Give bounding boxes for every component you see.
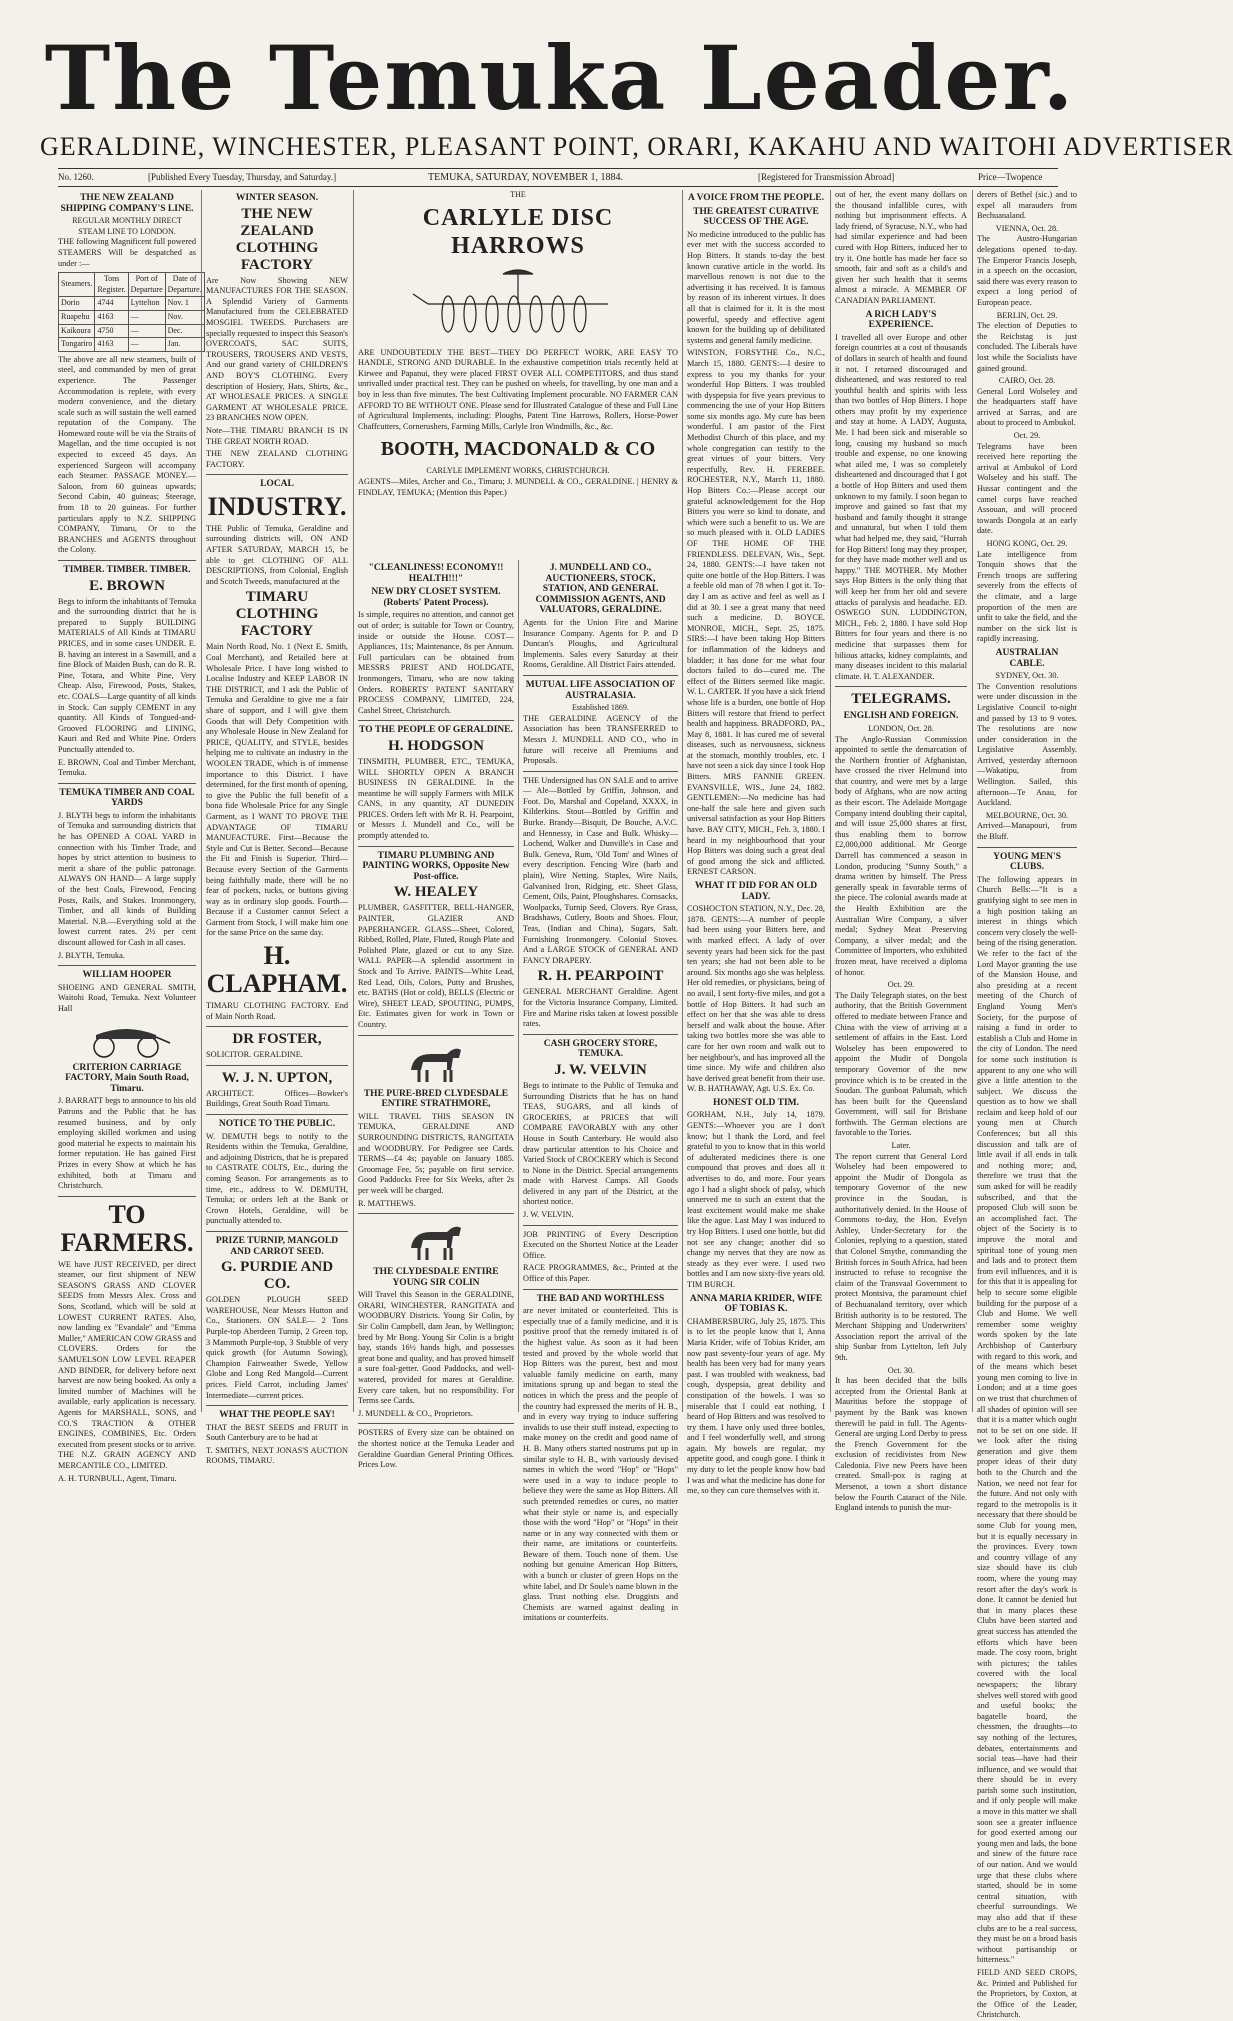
- divider: [206, 1026, 348, 1027]
- upton-body: ARCHITECT. Offices—Bowker's Buildings, Great South Road Timaru.: [206, 1088, 348, 1109]
- clapham-heading: H. CLAPHAM.: [206, 941, 348, 999]
- booth-heading: BOOTH, MACDONALD & CO: [380, 438, 656, 461]
- people-say-body: THAT the BEST SEEDS and FRUIT in South Canterbury are to be had at: [206, 1422, 348, 1443]
- col-header-port: Port of Departure: [128, 273, 165, 297]
- hodgson-heading: H. HODGSON: [388, 737, 484, 754]
- rich-lady-body: I travelled all over Europe and other foreign countries at a cost of thousands of dollars in search of health and found it not. I returned discouraged and disheartened, and was restored to real youthful health and spirits with less than two bottles of Hop Bitters. I hope others may profit by my experience and stay at home. A LADY, Augusta, Me. I had been sick and miserable so long, causing my husband so much trouble and expense, no one knowing what ailed me, I was so completely disheartened and discouraged that I got a bottle of Hop Bitters and used them unknown to my family. I soon began to improve and gained so fast that my husband and family thought it strange and unnatural, but when I told them what had helped me, they said, "Hurrah for Hop Bitters! long may they prosper, for they have made mother well and us happy." THE MOTHER. My Mother says Hop Bitters is the only thing that will keep her from her old and severe attacks of paralysis and headache. ED. OSWEGO SUN. LUDDINGTON, MICH., Feb. 2, 1880. I have sold Hop Bitters for four years and there is no medicine that surpasses them for bilious attacks, kidney complaints, and many diseases incident to this malarial climate. H. T. ALEXANDER.: [835, 332, 967, 681]
- brown-ad-body: Begs to inform the inhabitants of Temuka and the surrounding district that he is prepared to Supply BUILDING MATERIALS of All Kinds at TIMARU PRICES, and in some cases UNDER. E. B. having an interest in a Sawmill, and a fine Block of Maiden Bush, can do R. R. Pine, Totara, and White Pine, Very Cheap. Also, Firewood, Posts, Stakes, etc. COALS—Large quantity of all kinds in Stock. Can supply CEMENT in any quantity. All Kinds of Tongued-and-Grooved FLOORING and LINING, Kauri and Red and White Pine. Orders Punctually attended to.: [58, 596, 196, 754]
- coal-yards-heading: TEMUKA TIMBER AND COAL YARDS: [59, 787, 195, 809]
- column-1: [58, 190, 202, 1483]
- velvin-body: Begs to intimate to the Public of Temuka and Surrounding Districts that he has on hand TEAS, SUGARS, and all kinds of GROCERIES, at PRICES that will COMPARE FAVORABLY with any other House in South Canterbury. He would also draw particular attention to his Choice and Varied Stock of CROCKERY which is Second to None in the District. Special arrangements made with Harvest Camps. All Goods delivered in any part of the District, at the shortest notice.: [523, 1080, 678, 1207]
- table-row: [59, 310, 205, 324]
- closet-body: Is simple, requires no attention, and cannot get out of order; is suitable for Town or Country, inside or outside the House. COST—Appliances, 11s; Maintenance, 8s per Annum. Full particulars can be obtained from MESSRS PRIEST AND HOLDGATE, Ironmongers, Timaru, who are now taking Orders. ROBERTS' PATENT SANITARY PROCESS COMPANY, LIMITED, 224, Cashel Street, Christchurch.: [358, 610, 514, 715]
- honest-tim-body: GORHAM, N.H., July 14, 1879. GENTS:—Whoever you are I don't know; but I thank the Lord, and feel grateful to you to know that in this world of adulterated medicines there is one compound that proves and does all it advertises to do, and more. Four years ago I had a slight shock of palsy, which unnerved me to such an extent that the least excitement would make me shake like the ague. Last May I was induced to try Hop Bitters. I used one bottle, but did not see any change; another did so change my nerves that they are now as steady as they ever were. I used two bottles and I am now sixty-five years old. TIM BURCH.: [687, 1110, 825, 1289]
- colin-body: Will Travel this Season in the GERALDINE, ORARI, WINCHESTER, RANGITATA and WOODBURY Districts. Young Sir Colin, by Sir Colin Campbell, dam Jean, by Wellington; bred by Mr Bong. Young Sir Colin is a bright bay, stands 16½ hands high, and possesses great bone and quality, and has proved himself a sure foal-getter. Good Paddocks, and well-watered, provided for mares at Geraldine. Every care taken, but no responsibility. For Terms see Cards.: [358, 1290, 514, 1406]
- divider: [58, 560, 196, 561]
- dateline-london: LONDON, Oct. 28.: [868, 723, 934, 733]
- table-cell: 4163: [95, 310, 128, 324]
- demuth-body: W. DEMUTH begs to notify to the Residents within the Temuka, Geraldine, and adjoining Districts, that he is prepared to CASTRATE COLTS, Etc., during the coming Season. For arrangements as to time, etc., address to W. DEMUTH, Temuka; or orders left at the Bank or Crown Hotels, Geraldine, will be punctually attended to.: [206, 1131, 348, 1226]
- column-6: [835, 190, 967, 1513]
- nz-clothing-signature: THE NEW ZEALAND CLOTHING FACTORY.: [206, 449, 348, 469]
- cairo-body: General Lord Wolseley and the headquarters staff have arrived at Sarras, and are about to proceed to Ambukol.: [977, 386, 1077, 428]
- divider: [206, 474, 348, 475]
- registration-note: [Registered for Transmission Abroad]: [758, 172, 895, 182]
- column-divider: [518, 560, 519, 1412]
- cairo-oct29-body: Telegrams have been received here reporting the arrival at Ambukol of Lord Wolseley and his staff. The Hussar contingent and the camel corps have reached Assouan, and will proceed towards Dongola at an early date.: [977, 441, 1077, 536]
- issue-number: No. 1260.: [58, 172, 94, 182]
- nz-shipping-intro: THE following Magnificent full powered STEAMERS Will be despatched as under :—: [58, 237, 196, 268]
- divider: [523, 1225, 678, 1226]
- foster-heading: DR FOSTER,: [232, 1031, 322, 1048]
- voice-body: No medicine introduced to the public has ever met with the success accorded to Hop Bitters. It stands to-day the best known curative article in the world. Its marvellous renown is not due to the advertising it has received. It is famous by reason of its inherent virtues. It does all that is claimed for it. It is the most powerful, speedy and effective agent known for the building up of debilitated systems and general family medicine.: [687, 229, 825, 345]
- table-cell: 4744: [95, 297, 128, 311]
- column-divider: [972, 190, 973, 1412]
- foster-body: SOLICITOR. GERALDINE.: [206, 1050, 303, 1060]
- people-say-heading: WHAT THE PEOPLE SAY!: [219, 1410, 335, 1421]
- dateline-sydney: SYDNEY, Oct. 30.: [995, 671, 1059, 681]
- table-cell: 4163: [95, 338, 128, 352]
- table-cell: Nov. 1: [165, 297, 204, 311]
- job-printing-notice: JOB PRINTING of Every Description Executed on the Shortest Notice at the Leader Office.: [523, 1229, 678, 1260]
- telegrams-body-2: The Daily Telegraph states, on the best authority, that the British Government offered to mediate between France and China with the view of arriving at a settlement of affairs in the East. Lord Wolseley has been empowered to appoint the Mudir of Dongola temporary Governor of the new province which is to be created in the Soudan. The gunboat Palumah, which has been built for the Queensland Government, will sail for Brisbane forthwith. The German elections are favorable to the Tories.: [835, 990, 967, 1138]
- mundell-heading: J. MUNDELL AND CO., AUCTIONEERS, STOCK, STATION, AND GENERAL COMMISSION AGENTS, AND VALUATORS, GERALDINE.: [535, 563, 666, 616]
- divider: [58, 1196, 196, 1197]
- nz-clothing-heading: THE NEW ZEALAND CLOTHING FACTORY: [235, 205, 319, 273]
- divider: [206, 1065, 348, 1066]
- divider: [206, 1231, 348, 1232]
- table-cell: Dec.: [165, 324, 204, 338]
- honest-tim-heading: HONEST OLD TIM.: [713, 1097, 799, 1108]
- timaru-factory-body: Main North Road, No. 1 (Next E. Smith, Coal Merchant), and Retailed here at Wholesale Price. I have long wished to Localise Industry and KEEP LABOR IN THE DISTRICT, and I ask the Public of Temuka and Geraldine to give me a fair share of support, and I will give them Goods that will Defy Competition with any Wholesale House in New Zealand for PRICE, QUALITY, and STYLE, besides helping me to cultivate an industry in the WOOLEN TRADE, which is of immense importance to this District. I have determined, for the first month of opening, to give the Public the full benefit of a bona fide Wholesale Price for any Single Garment, as I WANT TO PROVE THE ADVANTAGE OF TIMARU MANUFACTURE. First—Because the Style and Cut is Better. Second—Because the Fit and Finish is Superior. Third—Because every Section of the Garments being faithfully made, there will be no fear of pockets, tucks, or buttons giving way as in ordinary slop goods. Fourth—Because if a Customer cannot Select a Garment from Stock, I will make him one for the same Price on the same day.: [206, 642, 348, 938]
- divider: [358, 846, 514, 847]
- column-2: [206, 190, 348, 1466]
- table-cell: —: [128, 310, 165, 324]
- dateline-melbourne: MELBOURNE, Oct. 30.: [985, 810, 1069, 820]
- matthews-signature: R. MATTHEWS.: [358, 1198, 416, 1208]
- farmers-ad-body: WE have JUST RECEIVED, per direct steamer, our first shipment of NEW SEASON'S GRASS AND CLOVER SEEDS from Messrs Alex. Cross and Sons, Scotland, which will be sold at LOWEST CURRENT RATES. Also, now landing ex "Evandale" and "Emma Muller," AMERICAN COW GRASS and CLOVERS. Orders for the SAMUELSON LOW LEVEL REAPER AND BINDER, for delivery before next harvest are now being booked. As only a limited number of Machines will be available, early application is necessary. Agents for MARSHALL, SONS, and CO.'S TRACTION & OTHER ENGINES, COMBINES, Etc. Orders executed from present stocks or to arrive. THE N.Z. GRAIN AGENCY AND MERCANTILE CO., LIMITED.: [58, 1259, 196, 1470]
- testimonials-body: WINSTON, FORSYTHE Co., N.C., March 15, 1880. GENTS:—I desire to express to you my thanks for your wonderful Hop Bitters. I was troubled with dyspepsia for five years previous to commencing the use of your Hop Bitters some six months ago. My cure has been wonderful. I am pastor of the First Methodist Church of this place, and my whole congregation can testify to the great virtues of your bitters. Very respectfully, Rev. H. FEREBEE. ROCHESTER, N.Y., March 11, 1880. Hop Bitters Co.:—Please accept our grateful acknowledgement for the Hop Bitters you were so kind to donate, and which were such a benefit to us. We are so much pleased with it. OLD LADIES OF THE HOME OF THE FRIENDLESS. DELEVAN, Wis., Sept. 24, 1880. GENTS:—I have taken not quite one bottle of the Hop Bitters. I was a feeble old man of 78 when I got it. To-day I am as active and feel as well as I did at 30. I see a great many that need such a medicine. D. BOYCE. MONROE, MICH., Sept. 25, 1875. SIRS:—I have been taking Hop Bitters for inflammation of the kidneys and bladder; it has done for me what four doctors failed to do—cured me. The effect of the Bitters seemed like magic. W. L. CARTER. If you have a sick friend whose life is a burden, one bottle of Hop Bitters will restore that friend to perfect health and happiness. BRADFORD, PA., May 8, 1881. It has cured me of several diseases, such as nervousness, sickness at the stomach, monthly troubles, etc. I have not seen a sick day since I took Hop Bitters. MRS FANNIE GREEN. EVANSVILLE, WIS., June 24, 1882. GENTLEMEN:—No medicine has had one-half the sale here and given such universal satisfaction as your Hop Bitters have. BAY CITY, MICH., Feb. 3, 1880. I heard in my neighbourhood that your Hop Bitters was doing such a great deal of good among the sick and afflicted. ERNEST CARSON.: [687, 348, 825, 877]
- hongkong-body: Late intelligence from Tonquin shows that the French troops are suffering severely from the effects of the climate, and a large proportion of the men are unfit to take the field, and the number on the sick list is rapidly increasing.: [977, 549, 1077, 644]
- divider: [358, 1035, 514, 1036]
- industry-body: THE Public of Temuka, Geraldine and surrounding districts will, ON AND AFTER SATURDAY, MARCH 15, be able to get CLOTHING OF ALL DESCRIPTIONS, from Colonial, English and Scotch Tweeds, manufactured at the: [206, 523, 348, 586]
- old-lady-heading: WHAT IT DID FOR AN OLD LADY.: [694, 881, 818, 902]
- healey-heading: W. HEALEY: [393, 884, 479, 901]
- nz-shipping-subheading: REGULAR MONTHLY DIRECT STEAM LINE TO LONDON.: [72, 216, 182, 236]
- divider: [358, 1423, 514, 1424]
- divider: [206, 1405, 348, 1406]
- clydesdale-body: WILL TRAVEL THIS SEASON IN TEMUKA, GERALDINE AND SURROUNDING DISTRICTS, RANGITATA and WOODBURY. For Pedigree see Cards. TERMS—£4 4s; payable on January 1885. Groomage Fee, 5s; payable on first service. Good Paddocks Free for Six Weeks, after 2s per week will be charged.: [358, 1111, 514, 1195]
- anna-krider-heading: ANNA MARIA KRIDER, WIFE OF TOBIAS K.: [689, 1293, 823, 1315]
- disc-harrow-illustration: [408, 264, 628, 344]
- berlin-body: The election of Deputies to the Reichstag is just concluded. The Liberals have lost while the Socialists have gained ground.: [977, 321, 1077, 373]
- table-cell: Lyttelton: [128, 297, 165, 311]
- column-7: [977, 190, 1077, 2020]
- issue-dateline: TEMUKA, SATURDAY, NOVEMBER 1, 1884.: [428, 172, 624, 183]
- purdie-body: GOLDEN PLOUGH SEED WAREHOUSE, Near Messrs Hutton and Co., Stationers. ON SALE— 2 Tons Purple-top Aberdeen Turnip, 2 Green top, 3 Mammoth Purple-top, 3 Stubble of very quick growth (for Autumn Sowing), Champion Fairweather Swede, Yellow Globe and Long Red Mangold—Current prices. Field Carrot, including James' Intermediate—current prices.: [206, 1295, 348, 1400]
- sydney-body: The Convention resolutions were under discussion in the Legislative Council to-night and passed by 13 to 9 votes. The resolutions are now under consideration in the Legislative Assembly. Arrived, yesterday afternoon—Wakatipu, from Wellington. Sailed, this afternoon—Te Anau, for Auckland.: [977, 681, 1077, 808]
- clapham-body: TIMARU CLOTHING FACTORY. End of Main North Road.: [206, 1001, 348, 1021]
- pearpoint-heading: R. H. PEARPOINT: [537, 968, 664, 985]
- horse-icon: [401, 1218, 471, 1263]
- shipping-schedule-table: [58, 272, 205, 352]
- hooper-body: SHOEING AND GENERAL SMITH, Waitohi Road, Temuka. Next Volunteer Hall: [58, 982, 196, 1013]
- divider: [206, 1114, 348, 1115]
- divider: [523, 675, 678, 676]
- bad-worthless-heading: THE BAD AND WORTHLESS: [536, 1293, 665, 1304]
- purdie-heading: G. PURDIE AND CO.: [220, 1259, 334, 1293]
- australian-cable-heading: AUSTRALIAN CABLE.: [995, 647, 1059, 669]
- brown-name: E. BROWN: [89, 577, 165, 594]
- old-lady-body: COSHOCTON STATION, N.Y., Dec. 28, 1878. GENTS:—A number of people had been using your Bitters here, and with marked effect. A lady of over seventy years had been sick for the past ten years; she had not been able to be around. Six months ago she was helpless. Her old remedies, or physicians, being of no avail, I sent forty-five miles, and got a bottle of Hop Bitters. It had such an effect on her that she was able to dress herself and walk about the house. After taking two bottles more she was able to care for her own room and walk out to her neighbour's, and has improved all the time since. My wife and children also have derived great benefit from their use. W. B. HATHAWAY, Agt. U.S. Ex. Co.: [687, 904, 825, 1094]
- dateline-hongkong: HONG KONG, Oct. 29.: [986, 539, 1068, 548]
- established-note: Established 1869.: [572, 703, 629, 713]
- testimonial-continued: out of her, the event many dollars on the thousand infallible cures, with nothing but imprisonment effects. A lady friend, of Syracuse, N.Y., who had had similar experience and had been cured with Hop Bitters, induced her to try it. One bottle has made her face so smooth, fair and soft as a child's and given her such health that it seems almost a miracle. A MEMBER OF CANADIAN PARLIAMENT.: [835, 190, 967, 305]
- divider: [358, 1213, 514, 1214]
- dateline-vienna: VIENNA, Oct. 28.: [995, 223, 1059, 233]
- criterion-heading: CRITERION CARRIAGE FACTORY, Main South Road, Timaru.: [65, 1062, 189, 1094]
- mundell-signature: J. MUNDELL & CO., Proprietors.: [358, 1408, 473, 1418]
- closet-subheading: NEW DRY CLOSET SYSTEM. (Roberts' Patent Process).: [371, 587, 501, 608]
- barratt-ad-body: J. BARRATT begs to announce to his old Patrons and the Public that he has resumed business, and by only employing skilled workmen and using good material he expects to maintain his former reputation. He has gained First Prizes in every Show at which he has exhibited, both at Timaru and Christchurch.: [58, 1096, 196, 1191]
- table-cell: —: [128, 324, 165, 338]
- telegrams-body: The Anglo-Russian Commission appointed to settle the demarcation of the Northern frontier of Afghanistan, have crossed the river Helmund into that country, and were met by a large body of Afghans, who are now acting as their escort. The Adelaide Mortgage Company intend doubling their capital, and will issue 25,000 shares at first, thus enabling them to borrow £2,000,000 additional. Mr George Darrell has commenced a season in London, producing "Sunny South," a drama written by himself. The Press generally speak in favorable terms of the piece. The colonial awards made at the Health Exhibition are the Australian Wire Company, a silver medal; Sydney Meat Preserving Company, a silver medal; and the Committee of Importers, who exhibited frozen meat, have received a diploma of honor.: [835, 734, 967, 977]
- vienna-body: The Austro-Hungarian delegations opened to-day. The Emperor Francis Joseph, in a speech on the occasion, said there was every reason to expect a long period of European peace.: [977, 234, 1077, 307]
- divider: [58, 783, 196, 784]
- rich-lady-heading: A RICH LADY'S EXPERIENCE.: [865, 309, 937, 331]
- divider: [358, 720, 514, 721]
- column-3: [358, 560, 514, 1470]
- dateline-berlin: BERLIN, Oct. 29.: [996, 310, 1058, 320]
- dateline-oct30: Oct. 30.: [887, 1365, 915, 1375]
- issue-info-bar: [58, 170, 1058, 186]
- table-row: [59, 297, 205, 311]
- upton-heading: W. J. N. UPTON,: [221, 1069, 333, 1086]
- blyth-ad-body: J. BLYTH begs to inform the inhabitants of Temuka and surrounding districts that he has OPENED A COAL YARD in connection with his Timber Trade, and hopes by strict attention to business to merit a share of the public patronage. ALWAYS ON HAND— A large supply of the best Coals, Firewood, Fencing Posts, Rails, and Stakes. Ironmongery, Timber, and all kinds of Building Material. N.B.—Everything sold at the lowest current rates. 2½ per cent discount allowed for Cash in all cases.: [58, 810, 196, 947]
- timber-heading: TIMBER. TIMBER. TIMBER.: [63, 565, 191, 575]
- divider: [523, 1289, 678, 1290]
- nz-shipping-body: The above are all new steamers, built of steel, and commanded by men of great experience. The Passenger Accommodation is replete, with every modern convenience, and the dietary scale such as will sustain the well earned reputation of the Company. The Homeward route will be via the Straits of Magellan, and the time occupied is not expected to exceed 45 days. An experienced Surgeon will accompany each Steamer. PASSAGE MONEY.— Saloon, from 60 guineas upwards; Second Cabin, 40 guineas; Steerage, from 18 to 20 guineas. For further particulars apply to N.Z. SHIPPING COMPANY, Timaru, Or to the BRANCHES and AGENTS throughout the Colony.: [58, 354, 196, 555]
- masthead: [40, 26, 1233, 161]
- farmers-heading: TO FARMERS.: [60, 1199, 194, 1257]
- melbourne-body: Arrived—Manapouri, from the Bluff.: [977, 821, 1077, 842]
- table-cell: 4750: [95, 324, 128, 338]
- column-7-continued: derers of Bethel (sic.) and to expel all marauders from Bechuanaland.: [977, 190, 1077, 221]
- oct30-body: It has been decided that the bills accepted from the Oriental Bank at Mauritius before the stoppage of payment by the Bank was known therewill be paid in full. The Agents-General are urging Lord Derby to press the French Government for the exclusion of recidivistes from New Caledonia. Five new Peers have been created. Small-pox is raging at Mersenot, a town a short distance below the Fourth Cataract of the Nile. England intends to punish the mur-: [835, 1376, 967, 1513]
- notice-heading: NOTICE TO THE PUBLIC.: [218, 1119, 336, 1130]
- column-divider: [353, 190, 354, 1412]
- colin-heading: THE CLYDESDALE ENTIRE YOUNG SIR COLIN: [373, 1267, 499, 1288]
- winter-season-heading: WINTER SEASON.: [235, 193, 319, 203]
- timaru-factory-heading: TIMARU CLOTHING FACTORY: [235, 589, 319, 640]
- col-header-tons: Tons Register.: [95, 273, 128, 297]
- clydesdale-heading: THE PURE-BRED CLYDESDALE ENTIRE STRATHMORE,: [363, 1088, 509, 1110]
- column-divider: [201, 190, 202, 1412]
- column-4: [523, 560, 678, 1623]
- table-cell: Tongariro: [59, 338, 95, 352]
- booth-subheading: CARLYLE IMPLEMENT WORKS, CHRISTCHURCH.: [426, 466, 610, 476]
- dateline-oct29: Oct. 29.: [887, 980, 915, 990]
- table-cell: Dorio: [59, 297, 95, 311]
- farmers-signature: A. H. TURNBULL, Agent, Timaru.: [58, 1473, 177, 1483]
- issue-price: Price—Twopence: [978, 172, 1043, 182]
- later-heading: Later.: [891, 1141, 911, 1151]
- column-divider: [682, 190, 683, 1412]
- closet-heading: "CLEANLINESS! ECONOMY!! HEALTH!!!": [368, 563, 504, 584]
- carlyle-body: ARE UNDOUBTEDLY THE BEST—THEY DO PERFECT WORK, ARE EASY TO HANDLE, STRONG AND DURABLE. In the exhaustive competition trials recently held at Kirwee and Papanui, they were placed FIRST OVER ALL COMPETITORS, and thus stand unrivalled under practical test. They can be pushed on wheels, for travelling, by one man and a boy in less than five minutes. The best Cultivating Implement procurable. NO FARMER CAN AFFORD TO BE WITHOUT ONE. Please send for Illustrated Catalogue of these and Full Line of Agricultural Implements, including: Ploughs, Patent Tine Harrows, Rollers, Horse-Power Chaffcutters, Cornerushers, Farming Mills, Carlyle Iron Windmills, &c., &c.: [358, 347, 678, 431]
- english-foreign-heading: ENGLISH AND FOREIGN.: [843, 711, 959, 722]
- col-header-steamers: Steamers.: [59, 273, 95, 297]
- nz-clothing-body: Are Now Showing NEW MANUFACTURES FOR THE SEASON. A Splendid Variety of Garments Manufactured from the CELEBRATED MOSGIEL TWEEDS. Purchasers are specially requested to inspect this Season's OVERCOATS, SAC SUITS, TROUSERS, TROUSERS AND VESTS, And our grand variety of CHILDREN'S AND BOY'S CLOTHING. Every description of Hosiery, Hats, Shirts, &c., AT WHOLESALE PRICES. A SINGLE GARMENT AT WHOLESALE PRICE. 23 BRANCHES NOW OPEN.: [206, 275, 348, 423]
- masthead-title: The Temuka Leader.: [44, 26, 1076, 130]
- masthead-subtitle: GERALDINE, WINCHESTER, PLEASANT POINT, ORARI, KAKAHU AND WAITOHI ADVERTISER: [40, 132, 1233, 161]
- carlyle-ad-block: [358, 190, 678, 560]
- mutual-heading: MUTUAL LIFE ASSOCIATION OF AUSTRALASIA.: [525, 679, 676, 701]
- carriage-icon: [82, 1019, 172, 1059]
- blyth-signature: J. BLYTH, Temuka.: [58, 950, 125, 960]
- pearpoint-body: GENERAL MERCHANT Geraldine. Agent for the Victoria Insurance Company, Limited. Fire and Marine risks taken at lowest possible rates.: [523, 987, 678, 1029]
- horse-icon: [401, 1040, 471, 1085]
- masthead-rule-top: [58, 168, 1058, 169]
- people-geraldine-heading: TO THE PEOPLE OF GERALDINE.: [359, 725, 513, 736]
- shipping-table-header: [59, 273, 205, 297]
- velvin-heading: J. W. VELVIN: [554, 1061, 647, 1078]
- velvin-signature: J. W. VELVIN.: [523, 1210, 574, 1220]
- col-header-date: Date of Departure.: [165, 273, 204, 297]
- divider: [523, 1034, 678, 1035]
- prize-seed-heading: PRIZE TURNIP, MANGOLD AND CARROT SEED.: [215, 1235, 339, 1257]
- divider: [835, 686, 967, 687]
- table-cell: Ruapehu: [59, 310, 95, 324]
- mutual-body: THE GERALDINE AGENCY of the Association has been TRANSFERRED to Messrs J. MUNDELL AND CO., who in future will receive all Premiums and Proposals.: [523, 713, 678, 766]
- greatest-heading: THE GREATEST CURATIVE SUCCESS OF THE AGE.: [693, 206, 819, 228]
- divider: [523, 771, 678, 772]
- timaru-branch-note: Note—THE TIMARU BRANCH IS IN THE GREAT NORTH ROAD.: [206, 425, 348, 446]
- smith-signature: T. SMITH'S, NEXT JONAS'S AUCTION ROOMS, TIMARU.: [206, 1445, 348, 1466]
- publication-schedule: [Published Every Tuesday, Thursday, and Saturday.]: [148, 172, 337, 182]
- mundell-body: Agents for the Union Fire and Marine Insurance Company. Agents for P. and D Duncan's Ploughs, and Agricultural Implements. Sales every Saturday at their Rooms, Geraldine. All District Fairs attended.: [523, 617, 678, 670]
- booth-agents: AGENTS—Miles, Archer and Co., Timaru; J. MUNDELL & CO., GERALDINE. | HENRY & FINDLAY, TEMUKA; (Mention this Paper.): [358, 476, 678, 497]
- dateline-cairo: CAIRO, Oct. 28.: [998, 376, 1056, 386]
- carlyle-heading: CARLYLE DISC HARROWS: [422, 204, 614, 259]
- local-heading: LOCAL: [260, 479, 294, 490]
- table-cell: Jan.: [165, 338, 204, 352]
- hodgson-body: TINSMITH, PLUMBER, ETC., TEMUKA, WILL SHORTLY OPEN A BRANCH BUSINESS IN GERALDINE. In the meantime he will supply Farmers with MILK CANS, in any quantity, AT DUNEDIN PRICES. Orders left with Mr R. H. Pearpoint, or Messrs J. Mundell and Co., will be promptly attended to.: [358, 756, 514, 841]
- young-mens-clubs-body: The following appears in Church Bells:—"It is a gratifying sight to see men in a high position taking an interest in things which concern very closely the well-being of the rising generation. We refer to the fact of the Lord Mayor granting the use of the Mansion House, and also presiding at a recent meeting of the Church of England Young Men's Society, for the purpose of raising a fund in order to establish a Club and Home in the city of London. The need for some such institution is apparent to any one who will give a little attention to the subject. We discuss the question as to how we shall reclaim and keep hold of our young men at Church Conferences; but all this discussion and talk are of little avail if all ends in talk and nothing more; and, therefore we trust that the sum asked for will be readily subscribed, and that the proposed Club will soon be an accomplished fact. The object of the Society is to improve the moral and spiritual tone of young men and lads and to protect them from evil influences, and it is for this that it is appealing for help to secure some eligible building for the purpose of a Club and Home. We well remember some weighty words spoken by the late Archbishop of Canterbury with regard to this work, and of the means which beset young men coming to live in London; and at a time goes on we trust that churchmen of all shades of opinion will see that it is a matter which ought not to be set on one side. If we look after the rising generation and give them proper ideas of their duty both to the Church and the Nation, we need not fear for the future. And not only with regard to the metropolis is it necessary that there should be some Club for young men, but it is equally necessary in the provinces. Every town and country village of any size should have its club room, where the young may resort after the day's work is done. It cannot be denied but that in many places these Clubs have been started and great success has attended the efforts which have been made. The cosy room, bright with pictures; the tables covered with the local newspapers; the library shelves well stored with good and useful books; the bagatelle board, the chessmen, the draughts—to say nothing of the lectures, debates, entertainments and social teas—have had their influence, and we would that there should be in every parish some such institution, and if only people will make a move in this matter we shall soon see a greater influence for good exerted among our young men and lads, the bone and sinew of the future race of our nation. And we would urge that these clubs where started, should be in some central situation, with cheerful surroundings. We may also add that if these clubs are to be a real success, they must be on a broad basis without partisanship or bitterness.": [977, 874, 1077, 1965]
- table-row: [59, 338, 205, 352]
- table-row: [59, 324, 205, 338]
- dateline-cairo-oct29: Oct. 29.: [1013, 431, 1041, 441]
- plumbing-heading: TIMARU PLUMBING AND PAINTING WORKS, Opposite New Post-office.: [362, 850, 510, 882]
- race-programmes-notice: RACE PROGRAMMES, &c., Printed at the Office of this Paper.: [523, 1263, 678, 1284]
- bad-worthless-body: are never imitated or counterfeited. This is especially true of a family medicine, and it is positive proof that the remedy imitated is of the highest value. As soon as it had been tested and proved by the whole world that Hop Bitters was the purest, best and most valuable family medicine on earth, many imitations sprung up and began to steal the notices in which the press and the people of the country had expressed the merits of H. B., and in every way trying to induce suffering invalids to use their stuff instead, expecting to make money on the credit and good name of H. B. Many others started nostrums put up in similar style to H. B., with variously devised names in which the word "Hop" or "Hops" were used in a way to induce people to believe they were the same as Hop Bitters. All such pretended remedies or cures, no matter what their style or name is, and especially those with the word "Hop" or "Hops" in their name or in any way connected with them or their name, are imitations or counterfeits. Beware of them. Touch none of them. Use nothing but genuine American Hop Bitters, with a bunch or cluster of green Hops on the white label, and Dr Soule's name blown in the glass. Trust nothing else. Druggists and Chemists are warned against dealing in imitations or counterfeits.: [523, 1306, 678, 1623]
- voice-heading: A VOICE FROM THE PEOPLE.: [688, 193, 824, 203]
- telegrams-heading: TELEGRAMS.: [851, 691, 951, 708]
- healey-body: PLUMBER, GASFITTER, BELL-HANGER, PAINTER, GLAZIER AND PAPERHANGER. GLASS—Sheet, Colored, Ribbed, Rolled, Plate, Fluted, Rough Plate and Polished Plate, glazed or cut to any Size. WALL PAPER—A splendid assortment in Stock and To Arrive. PAINTS—White Lead, Red Lead, Oils, Colors, Putty and Brushes, etc. BATHS (Hot or cold), BELLS (Electric or Wire), SHEET LEAD, SPOUTING, PUMPS, Etc. Estimates given for work in Town or Country.: [358, 903, 514, 1029]
- divider: [58, 965, 196, 966]
- table-cell: Nov.: [165, 310, 204, 324]
- carlyle-the: THE: [510, 190, 526, 199]
- industry-heading: INDUSTRY.: [207, 491, 347, 521]
- hooper-heading: WILLIAM HOOPER: [82, 970, 172, 981]
- anna-krider-body: CHAMBERSBURG, July 25, 1875. This is to let the people know that I, Anna Maria Krider, wife of Tobias Krider, am now past seventy-four years of age. My health has been very bad for many years past. I was troubled with weakness, bad cough, dyspepsia, great debility and constipation of the bowels. I was so miserable that I could eat nothing. I heard of Hop Bitters and was resolved to try them. I have only used three bottles, and I feel wonderfully well, and strong again. My bowels are regular, my appetite good, and cough gone. I think it my duty to let the people know how bad I was and what the medicine has done for me, so they can cure themselves with it.: [687, 1316, 825, 1496]
- divider: [977, 847, 1077, 848]
- undersigned-body: THE Undersigned has ON SALE and to arrive— Ale—Bottled by Griffin, Johnson, and Foot. Do, Marshal and Copeland, XXXX, in Kilderkins. Stout—Bottled by Griffin and Burke. Brandy—Bisquit, De Bouche, A.V.C. and Hennessy, in Case and Bulk. Whisky—Lochend, Walker and Dunville's in Case and Bulk. Geneva, Rum, 'Old Tom' and Wines of every description. Fencing Wire (barb and plain), Wire Netting. Staples, Wire Nails, Galvanised Iron, Ridging, etc. Sheet Glass, Cement, Oils, Paint, Ploughshares. Cornsacks, Woolpacks, Turnip Seed, Clovers. Rye Grass, Bradshaws, Cutlery, Boots and Shoes. Flour, Teas, (Indian and China), Sugars, Salt. Furnishing Ironmongery. Colonial Stoves. And a LARGE STOCK of GENERAL AND FANCY DRAPERY.: [523, 775, 678, 965]
- brown-signature: E. BROWN, Coal and Timber Merchant, Temuka.: [58, 757, 196, 778]
- column-divider: [830, 190, 831, 1412]
- table-cell: Kaikoura: [59, 324, 95, 338]
- young-mens-clubs-heading: YOUNG MEN'S CLUBS.: [993, 851, 1061, 873]
- column-5: [687, 190, 825, 1496]
- later-body: The report current that General Lord Wolseley had been empowered to appoint the Mudir of Dongola as temporary Governor of the new province in the Soudan, is authoritatively denied. In the House of Commons to-day, the Hon. Evelyn Ashley, Under-Secretary for the Colonies, replying to a question, stated that Colonel Smythe, commanding the British forces in South Africa, had been instructed to refuse to recognise the claim of the Transvaal Government to protect Montsiva, the paramount chief of Bechuanaland territory, over which British authority is to be restored. The Merchant Shipping and Underwriters' Association report the arrival of the ship Sunbar from Lyttelton, left July 9th.: [835, 1151, 967, 1362]
- cash-grocery-heading: CASH GROCERY STORE, TEMUKA.: [543, 1038, 658, 1060]
- masthead-rule-bottom: [58, 186, 1058, 187]
- nz-shipping-heading: THE NEW ZEALAND SHIPPING COMPANY'S LINE.: [60, 193, 194, 214]
- posters-notice: POSTERS of Every size can be obtained on the shortest notice at the Temuka Leader and Geraldine Guardian General Printing Offices. Prices Low.: [358, 1428, 514, 1470]
- table-cell: —: [128, 338, 165, 352]
- imprint-footer: FIELD AND SEED CROPS, &c. Printed and Published for the Proprietors, by Coxton, at the Office of the Leader, Christchurch.: [977, 1967, 1077, 2020]
